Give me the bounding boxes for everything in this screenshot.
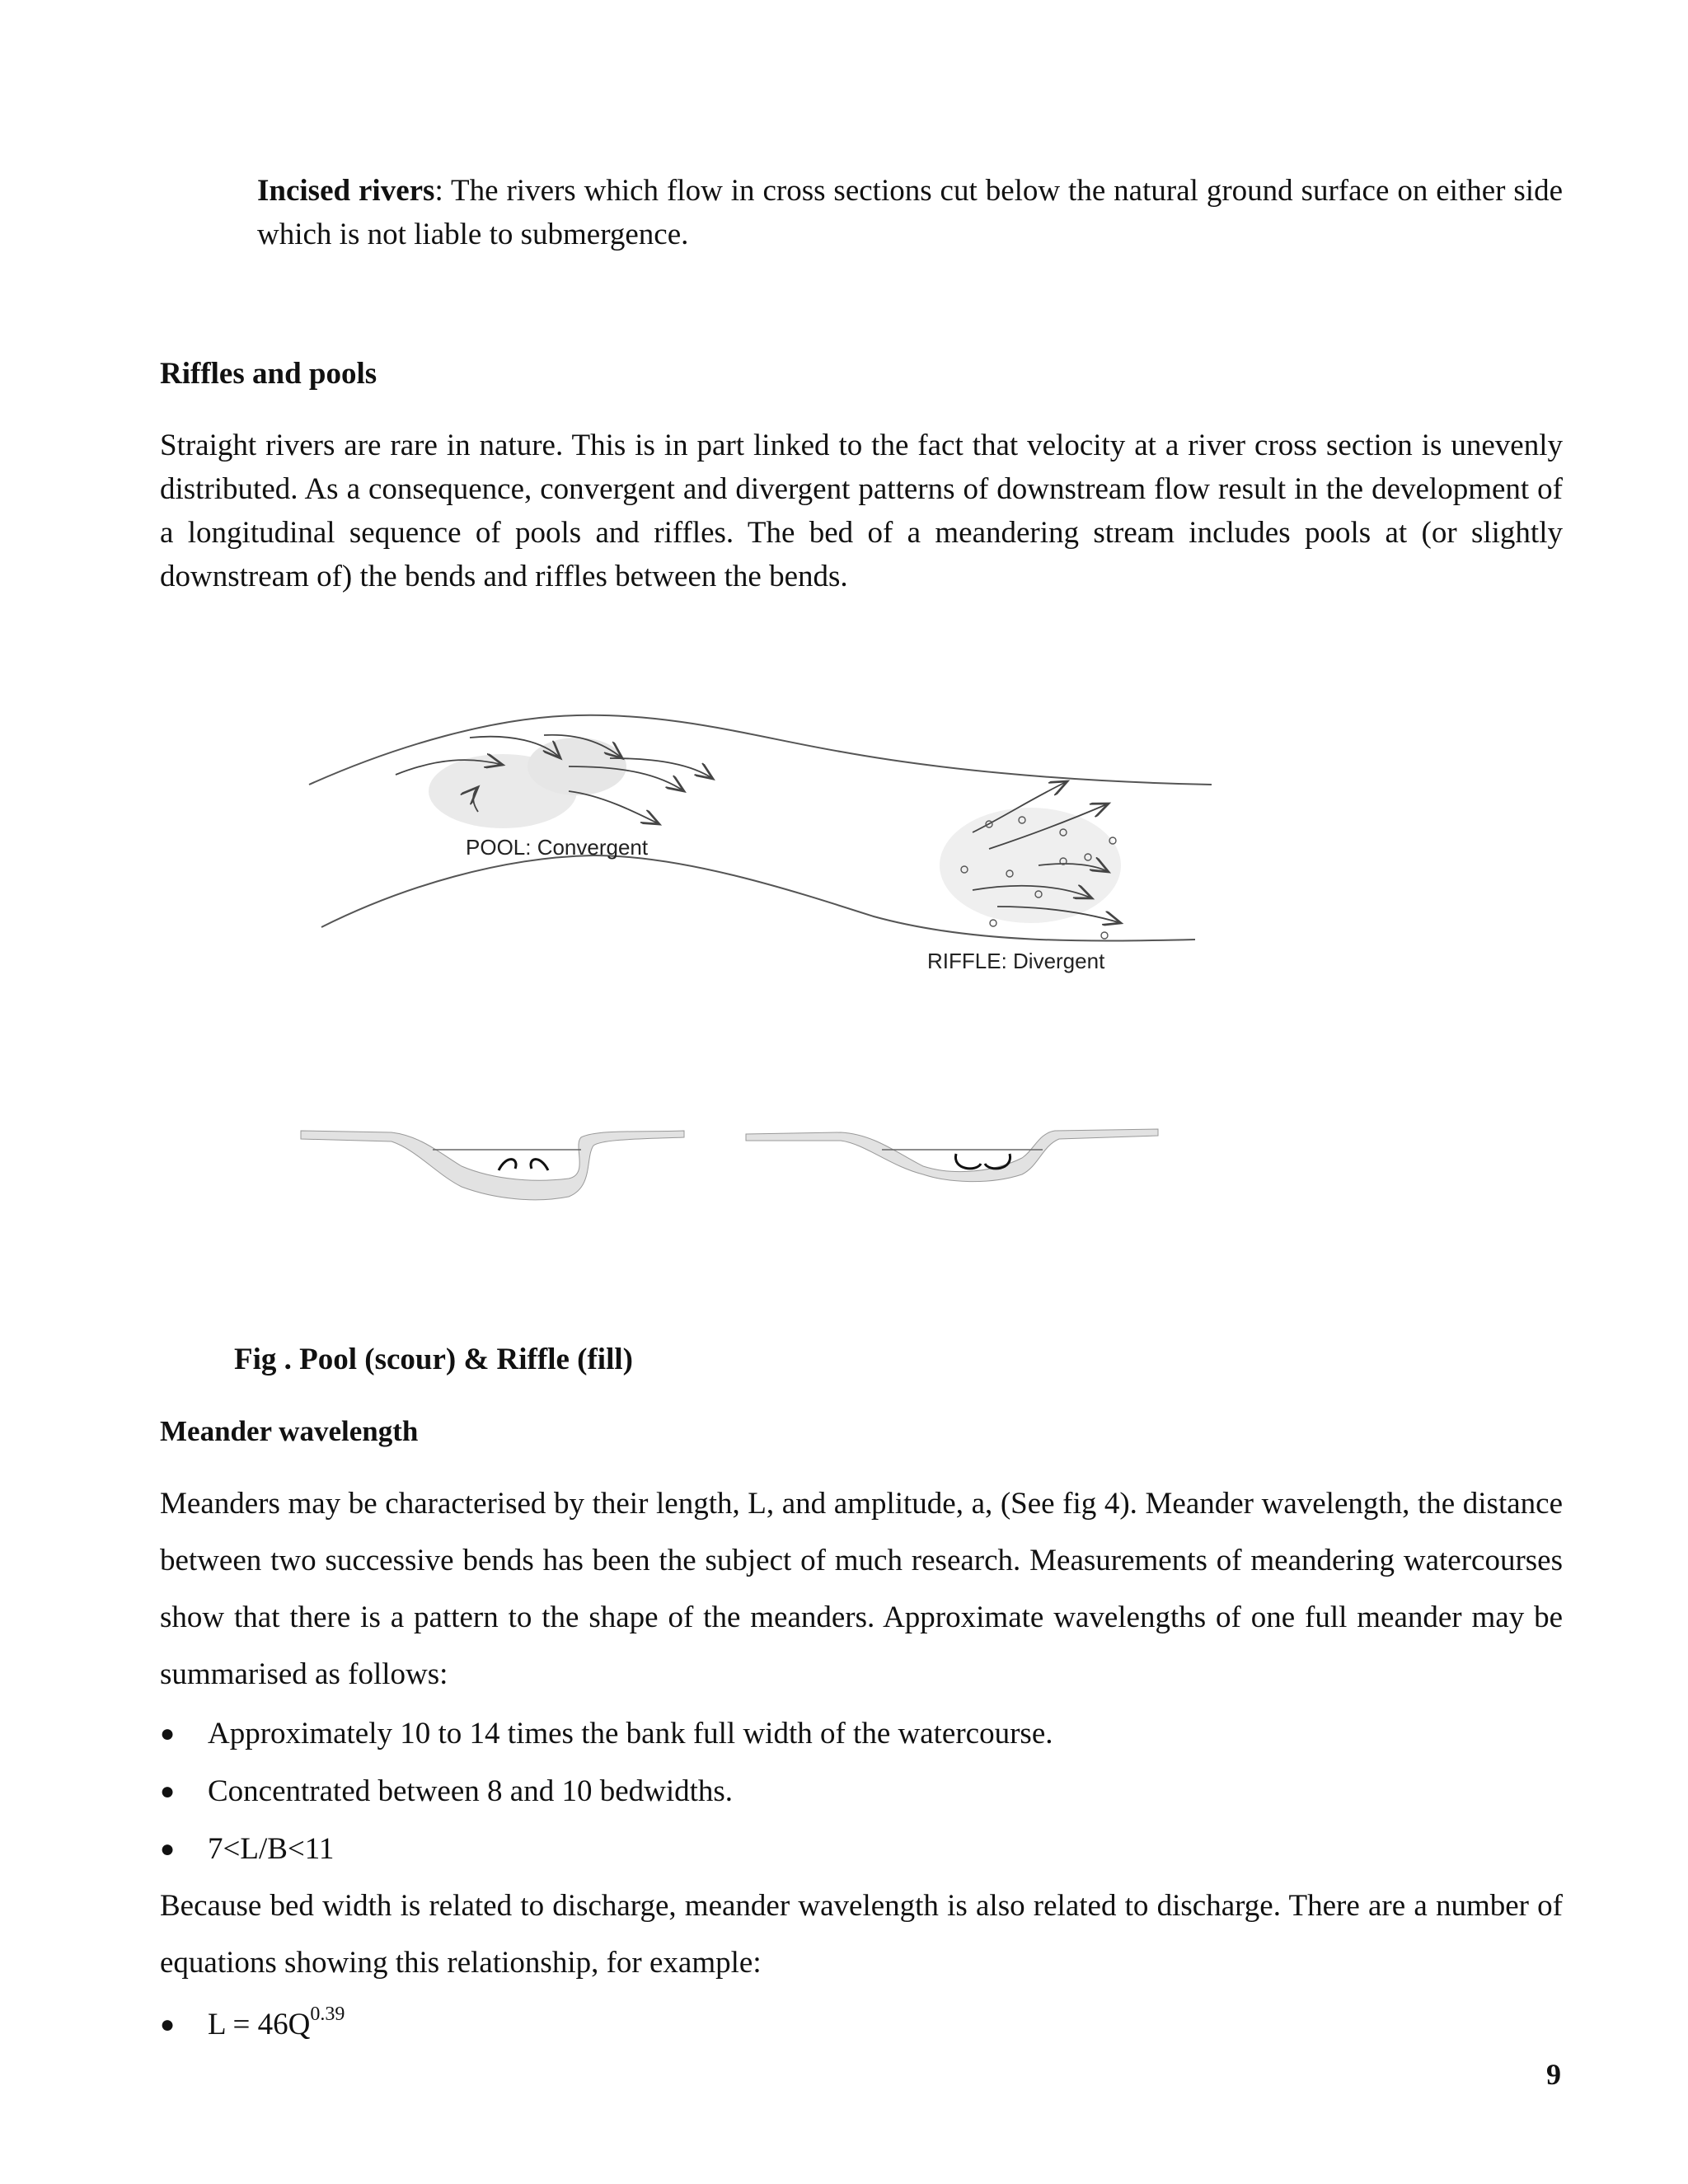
incised-rivers-text: : The rivers which flow in cross sections cut below the natural ground surface on either side which is not liable to submergence. [257, 174, 1564, 251]
meander-paragraph: Meanders may be characterised by their length, L, and amplitude, a, (See fig 4). Meander wavelength, the distance between two successive bends has been the subject of much research. Measurements of meandering watercourses show that there is a pattern to the shape of the meanders. Approximate wavelengths of one full meander may be summarised as follows: [160, 1487, 1563, 1691]
equation-base: L = 46Q [208, 2008, 311, 2041]
riffles-pools-paragraph: Straight rivers are rare in nature. This is in part linked to the fact that velocity at a river cross section is unevenly distributed. As a consequence, convergent and divergent patterns of downstream flow result in the development of a longitudinal sequence of pools and riffles. The bed of a meandering stream includes pools at (or slightly downstream of) the bends and riffles between the bends. [160, 429, 1563, 593]
pool-stipple [429, 738, 626, 828]
riffle-cross-section [746, 1129, 1158, 1182]
riffle-label: RIFFLE: Divergent [927, 949, 1105, 973]
incised-rivers-paragraph [257, 169, 1563, 256]
pool-cross-section [301, 1131, 684, 1200]
figure-caption: Fig . Pool (scour) & Riffle (fill) [234, 1343, 633, 1376]
meander-wavelength-heading: Meander wavelength [160, 1415, 419, 1447]
pool-label: POOL: Convergent [466, 835, 649, 860]
riffles-pools-heading: Riffles and pools [160, 357, 377, 391]
pool-riffle-plan-figure [297, 701, 1228, 981]
page-number: 9 [1546, 2058, 1561, 2091]
discharge-paragraph: Because bed width is related to discharge, meander wavelength is also related to discharge. There are a number of equations showing this relationship, for example: [160, 1889, 1563, 1980]
incised-rivers-term: Incised rivers [257, 174, 435, 208]
equation-exponent: 0.39 [310, 2003, 345, 2025]
pool-riffle-cross-section-figure [297, 1121, 1170, 1220]
